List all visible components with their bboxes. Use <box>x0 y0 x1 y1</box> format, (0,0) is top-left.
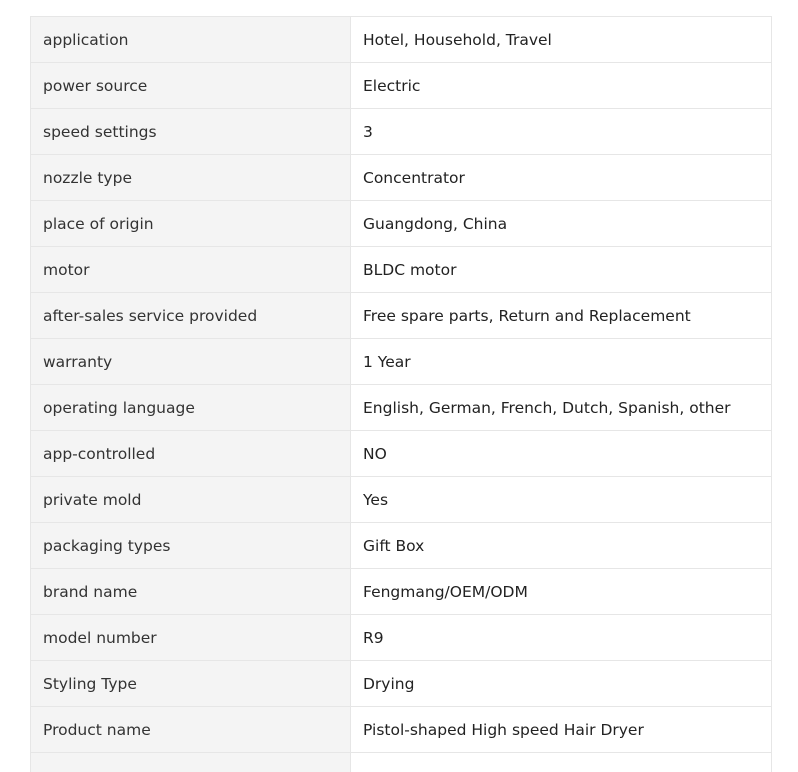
spec-label: after-sales service provided <box>31 293 351 339</box>
table-row <box>31 109 772 155</box>
table-row <box>31 339 772 385</box>
spec-label: power source <box>31 63 351 109</box>
table-row <box>31 707 772 753</box>
spec-label: speed settings <box>31 109 351 155</box>
spec-value: Electric <box>351 63 772 109</box>
spec-value: English, German, French, Dutch, Spanish, other <box>351 385 772 431</box>
table-row <box>31 155 772 201</box>
spec-value: Gift Box <box>351 523 772 569</box>
spec-label: warranty <box>31 339 351 385</box>
table-row <box>31 17 772 63</box>
spec-value: Free spare parts, Return and Replacement <box>351 293 772 339</box>
table-row <box>31 477 772 523</box>
table-row <box>31 247 772 293</box>
table-row <box>31 201 772 247</box>
spec-value: R9 <box>351 615 772 661</box>
spec-label: private mold <box>31 477 351 523</box>
spec-label <box>31 753 351 772</box>
table-row <box>31 753 772 772</box>
spec-value: Guangdong, China <box>351 201 772 247</box>
product-spec-table <box>30 16 772 772</box>
spec-label: nozzle type <box>31 155 351 201</box>
table-row <box>31 293 772 339</box>
spec-value: Pistol-shaped High speed Hair Dryer <box>351 707 772 753</box>
table-row <box>31 523 772 569</box>
spec-label: operating language <box>31 385 351 431</box>
spec-label: application <box>31 17 351 63</box>
spec-table-body <box>31 17 772 772</box>
table-row <box>31 63 772 109</box>
spec-label: Styling Type <box>31 661 351 707</box>
spec-value: Drying <box>351 661 772 707</box>
spec-label: place of origin <box>31 201 351 247</box>
spec-value: 1 Year <box>351 339 772 385</box>
spec-value: BLDC motor <box>351 247 772 293</box>
table-row <box>31 385 772 431</box>
table-row <box>31 431 772 477</box>
spec-value: NO <box>351 431 772 477</box>
spec-label: Product name <box>31 707 351 753</box>
spec-label: motor <box>31 247 351 293</box>
table-row <box>31 661 772 707</box>
spec-value: Concentrator <box>351 155 772 201</box>
table-row <box>31 569 772 615</box>
spec-value: Hotel, Household, Travel <box>351 17 772 63</box>
table-row <box>31 615 772 661</box>
spec-label: brand name <box>31 569 351 615</box>
spec-label: app-controlled <box>31 431 351 477</box>
spec-value: Fengmang/OEM/ODM <box>351 569 772 615</box>
spec-label: packaging types <box>31 523 351 569</box>
spec-value: 3 <box>351 109 772 155</box>
spec-label: model number <box>31 615 351 661</box>
spec-value: Yes <box>351 477 772 523</box>
spec-value <box>351 753 772 772</box>
